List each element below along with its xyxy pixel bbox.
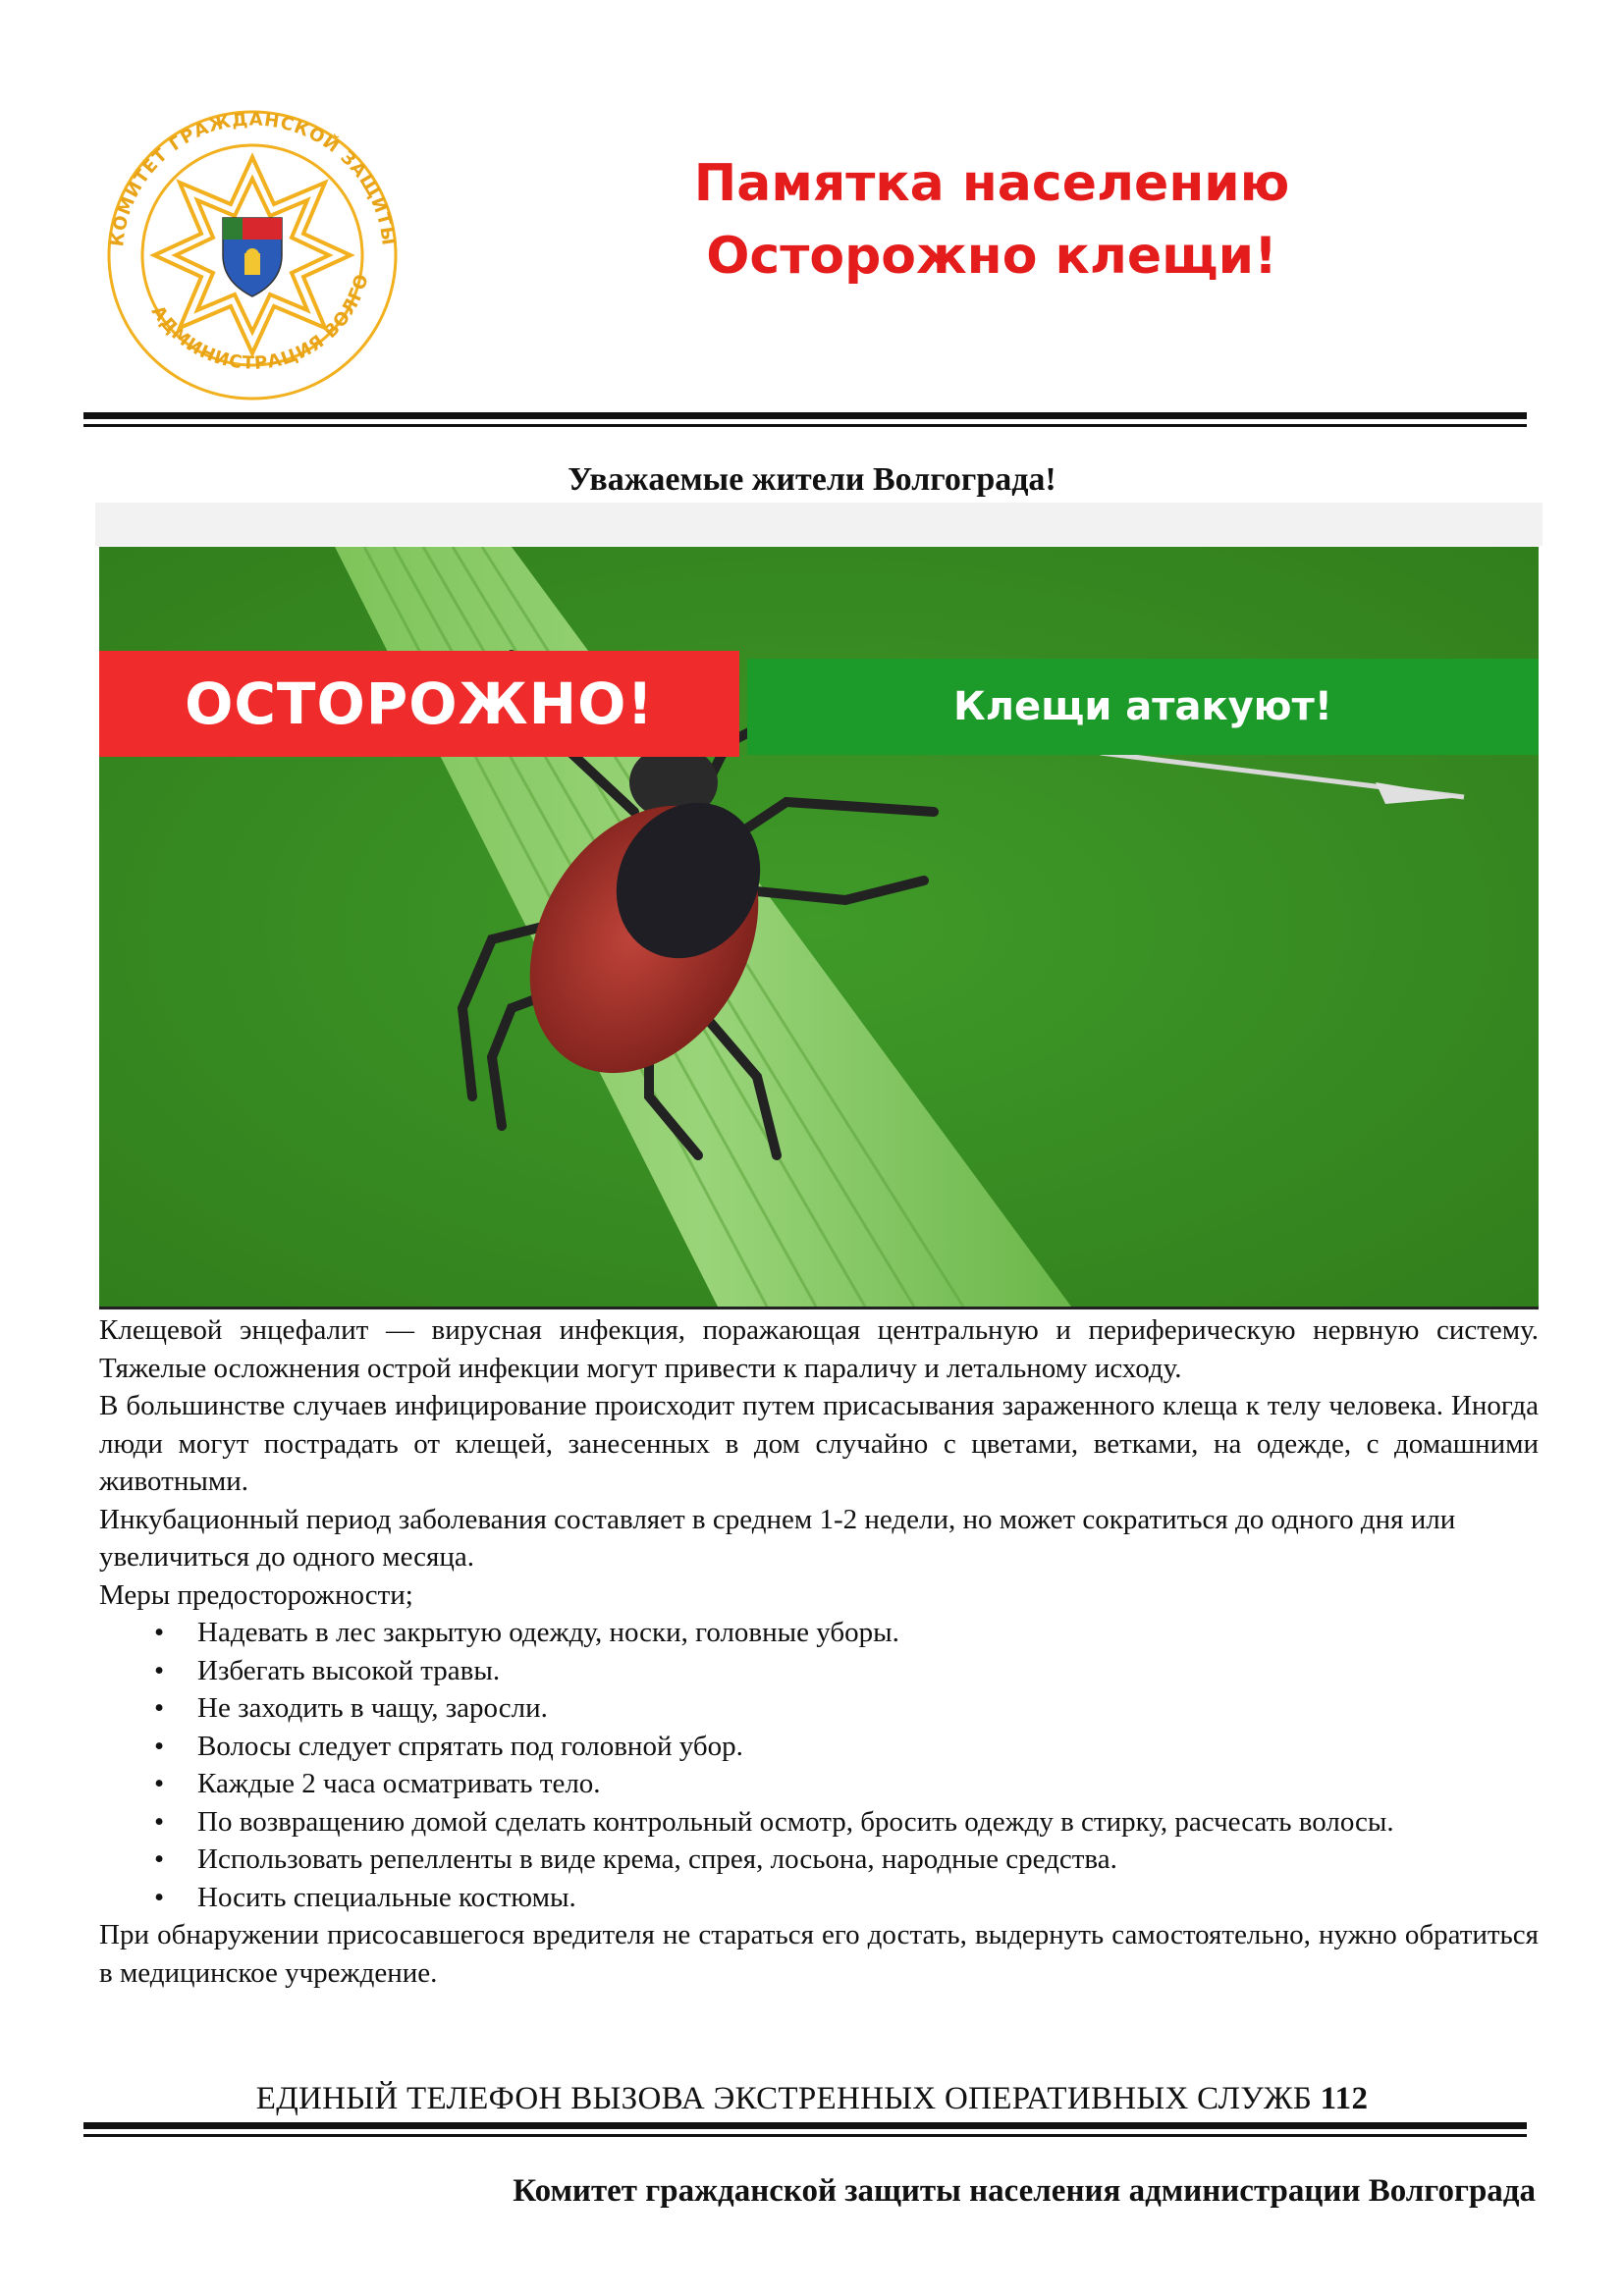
title-line-2: Осторожно клещи! <box>706 227 1277 286</box>
title-line-1: Памятка населению <box>693 154 1290 213</box>
banner-ticks-attack <box>747 659 1539 755</box>
logo-ring-text-bottom: АДМИНИСТРАЦИЯ ВОЛГО <box>146 271 373 374</box>
image-bottom-rule <box>99 1307 1539 1309</box>
banner-caution <box>99 651 739 757</box>
footer-committee: Комитет гражданской защиты населения администрации Волгограда <box>513 2173 1536 2209</box>
list-item: • Надевать в лес закрытую одежду, носки, головные уборы. <box>154 1617 899 1648</box>
list-item: • Избегать высокой травы. <box>154 1654 501 1686</box>
emergency-text: ЕДИНЫЙ ТЕЛЕФОН ВЫЗОВА ЭКСТРЕННЫХ ОПЕРАТИВНЫХ СЛУЖБ <box>255 2081 1313 2116</box>
list-item: • Не заходить в чащу, заросли. <box>154 1692 548 1724</box>
banner-ticks-attack-label: Клещи атакуют! <box>953 684 1332 729</box>
article-body <box>99 1311 1539 1992</box>
emergency-number: 112 <box>1320 2081 1369 2116</box>
paragraph-attached-tick: При обнаружении присосавшегося вредителя не стараться его достать, выдернуть самостоятельно, нужно обратиться в медицинское учреждение. <box>99 1919 1539 1989</box>
paragraph-encephalitis: Клещевой энцефалит — вирусная инфекция, поражающая центральную и периферическую нервную систему. Тяжелые осложнения острой инфекции могут привести к параличу и летальному исходу. <box>99 1314 1539 1384</box>
list-item: • Каждые 2 часа осматривать тело. <box>154 1768 601 1799</box>
footer-divider-thin <box>83 2134 1527 2137</box>
header-divider-thin <box>83 424 1527 427</box>
list-item: • Использовать репелленты в виде крема, спрея, лосьона, народные средства. <box>154 1843 1117 1875</box>
image-top-band <box>95 503 1543 546</box>
logo-ring-text-top: КОМИТЕТ ГРАЖДАНСКОЙ ЗАЩИТЫ <box>107 109 399 248</box>
footer-divider <box>83 2122 1527 2129</box>
banner-caution-label: ОСТОРОЖНО! <box>185 670 654 737</box>
measures-list <box>99 1614 1539 1916</box>
tick-warning-image <box>99 547 1539 1307</box>
page-title <box>628 147 1355 293</box>
emergency-phone-line <box>0 2081 1624 2117</box>
header-divider <box>83 412 1527 419</box>
greeting: Уважаемые жители Волгограда! <box>568 461 1056 498</box>
list-item: • Носить специальные костюмы. <box>154 1881 576 1913</box>
logo-emblem <box>93 108 412 402</box>
paragraph-infection: В большинстве случаев инфицирование происходит путем присасывания зараженного клеща к телу человека. Иногда люди могут пострадать от клещей, занесенных в дом случайно с цветами, ветками, на одежде, с домашними животными. <box>99 1390 1539 1497</box>
measures-heading: Меры предосторожности; <box>99 1578 413 1611</box>
list-item: • Волосы следует спрятать под головной убор. <box>154 1730 743 1762</box>
paragraph-incubation: Инкубационный период заболевания составляет в среднем 1-2 недели, но может сократиться до одного дня или увеличиться до одного месяца. <box>99 1503 1456 1573</box>
list-item: • По возвращению домой сделать контрольный осмотр, бросить одежду в стирку, расчесать волосы. <box>154 1805 1394 1838</box>
